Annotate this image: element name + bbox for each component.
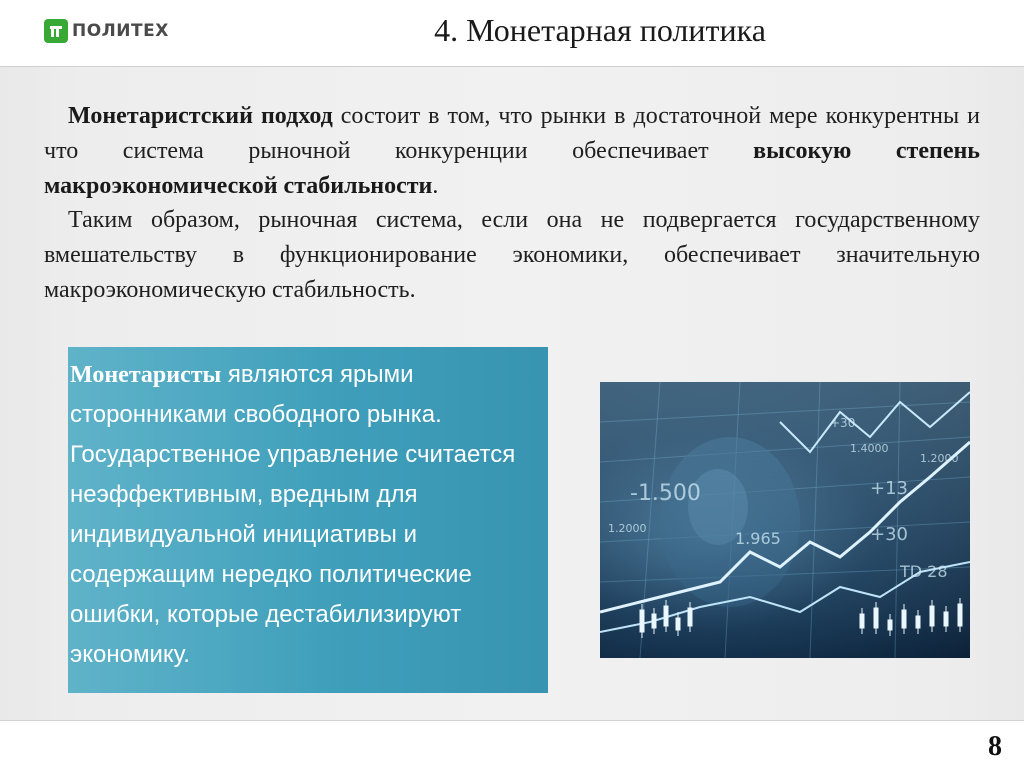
logo-icon xyxy=(44,19,68,43)
chart-number: TD 28 xyxy=(900,562,948,581)
paragraph-monetarist-approach xyxy=(44,99,980,204)
chart-number: -1.500 xyxy=(630,481,701,506)
financial-chart-illustration xyxy=(600,382,970,658)
header xyxy=(0,0,1024,66)
logo-text: ПОЛИТЕХ xyxy=(72,21,169,41)
quote-bold-term: Монетаристы xyxy=(70,362,222,388)
chart-number: +30 xyxy=(870,524,908,545)
quote-body: являются ярыми сторонниками свободного рынка. Государственное управление считается неэффективным, вредным для индивидуальной инициативы и содержащим нередко политические ошибки, которые дестабилизируют экономику. xyxy=(70,361,516,668)
bold-phrase: высокую степень макроэкономической стабильности xyxy=(44,138,980,199)
page-number: 8 xyxy=(988,731,1002,762)
chart-number: 1.2000 xyxy=(608,522,647,535)
paragraph-text: состоит в том, что рынки в достаточной мере конкурентны и что система рыночной конкуренции обеспечивает xyxy=(44,103,980,164)
chart-number: 1.4000 xyxy=(850,442,889,455)
chart-number: +30 xyxy=(830,416,856,430)
chart-number: +13 xyxy=(870,478,908,499)
paragraph-market-system: Таким образом, рыночная система, если она не подвергается государственному вмешательству в функционирование экономики, обеспечивает значительную макроэкономическую стабильность. xyxy=(44,207,980,303)
logo xyxy=(44,18,169,44)
footer xyxy=(0,720,1024,768)
bold-term: Монетаристский подход xyxy=(68,103,333,129)
chart-number: 1.2000 xyxy=(920,452,959,465)
financial-chart-image xyxy=(600,382,970,658)
chart-number: 1.965 xyxy=(735,529,781,548)
page-title: 4. Монетарная политика xyxy=(434,12,766,48)
content-area xyxy=(0,66,1024,721)
paragraph-text-end: . xyxy=(432,173,439,199)
quote-text xyxy=(70,355,540,675)
